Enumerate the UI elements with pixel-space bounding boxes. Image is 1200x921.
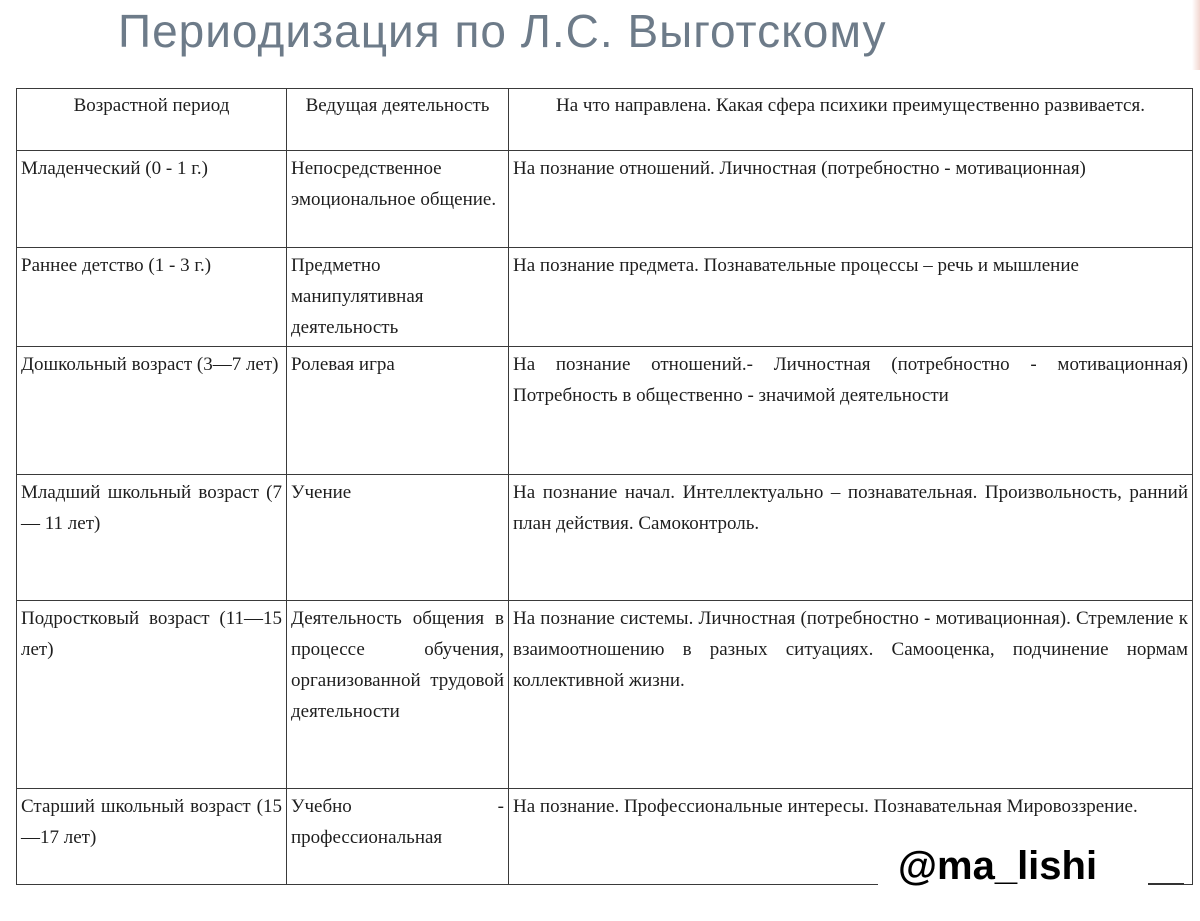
cell-activity: Ролевая игра (287, 347, 509, 475)
header-leading-activity: Ведущая деятельность (287, 89, 509, 151)
cell-activity: Предметно манипулятивная деятельность (287, 248, 509, 347)
watermark-handle: @ma_lishi (878, 836, 1148, 896)
cell-activity: Учение (287, 475, 509, 601)
table-row (17, 151, 1193, 248)
cell-development: На познание отношений.- Личностная (потребностно - мотивационная) Потребность в общественно - значимой деятельности (509, 347, 1193, 475)
cell-development: На познание отношений. Личностная (потребностно - мотивационная) (509, 151, 1193, 248)
table-header-row (17, 89, 1193, 151)
table-row (17, 475, 1193, 601)
header-development-sphere: На что направлена. Какая сфера психики преимущественно развивается. (509, 89, 1193, 151)
cell-development: На познание. Профессиональные интересы. Познавательная Мировоззрение. (509, 789, 1193, 885)
edge-decoration (1192, 0, 1200, 70)
table-row (17, 248, 1193, 347)
cell-development: На познание предмета. Познавательные процессы – речь и мышление (509, 248, 1193, 347)
cell-period: Старший школьный возраст (15—17 лет) (17, 789, 287, 885)
cell-activity: Учебно - профессиональная (287, 789, 509, 885)
cell-period: Раннее детство (1 - 3 г.) (17, 248, 287, 347)
periodization-table (16, 88, 1193, 885)
cell-activity: Деятельность общения в процессе обучения, организованной трудовой деятельности (287, 601, 509, 789)
cell-period: Младенческий (0 - 1 г.) (17, 151, 287, 248)
cell-period: Дошкольный возраст (3—7 лет) (17, 347, 287, 475)
cell-period: Подростковый возраст (11—15 лет) (17, 601, 287, 789)
cell-development: На познание системы. Личностная (потребностно - мотивационная). Стремление к взаимоотношению в разных ситуациях. Самооценка, подчинение нормам коллективной жизни. (509, 601, 1193, 789)
cell-activity: Непосредственное эмоциональное общение. (287, 151, 509, 248)
table-row (17, 347, 1193, 475)
table-row (17, 601, 1193, 789)
cell-period: Младший школьный возраст (7— 11 лет) (17, 475, 287, 601)
cell-development: На познание начал. Интеллектуально – познавательная. Произвольность, ранний план действия. Самоконтроль. (509, 475, 1193, 601)
page-title: Периодизация по Л.С. Выготскому (118, 5, 887, 57)
header-age-period: Возрастной период (17, 89, 287, 151)
watermark-underline (1148, 883, 1184, 885)
